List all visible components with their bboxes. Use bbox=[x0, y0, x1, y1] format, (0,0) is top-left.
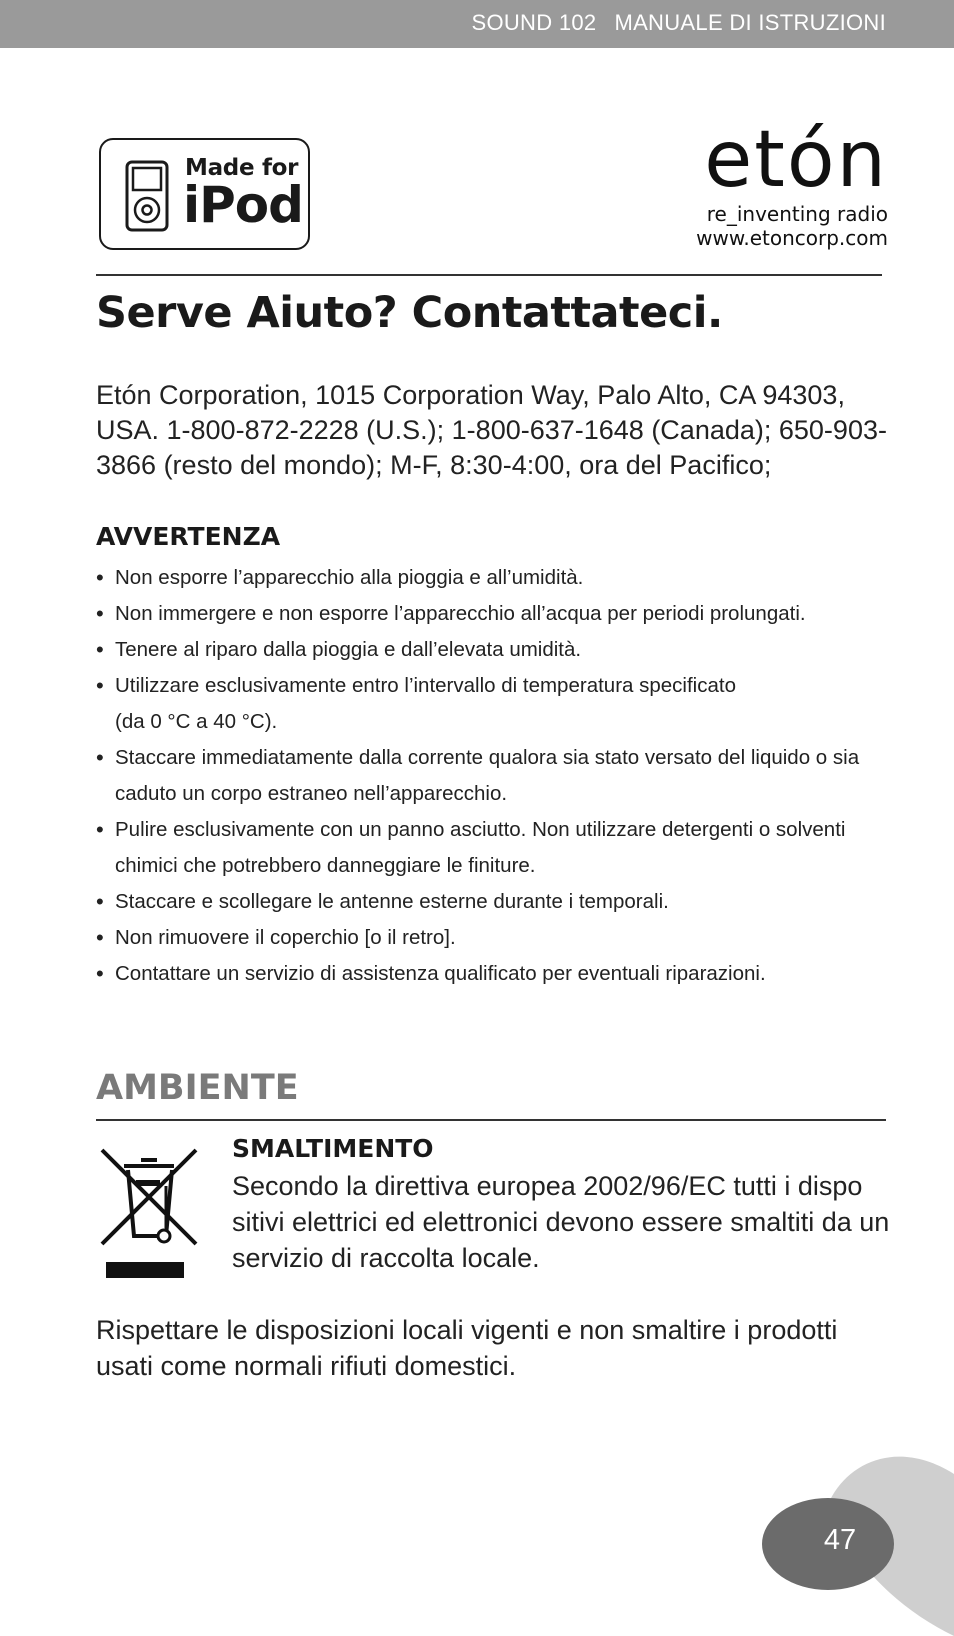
list-item: • Tenere al riparo dalla pioggia e dall’elevata umidità. bbox=[96, 632, 896, 668]
list-item: • Staccare e scollegare le antenne esterne durante i temporali. bbox=[96, 884, 896, 920]
list-item: • Non immergere e non esporre l’apparecchio all’acqua per periodi prolungati. bbox=[96, 596, 896, 632]
page-title: Serve Aiuto? Contattateci. bbox=[96, 288, 723, 338]
disposal-text: Secondo la direttiva europea 2002/96/EC tutti i dispo sitivi elettrici ed elettronici devono essere smaltiti da un servizio di raccolta locale. bbox=[232, 1171, 890, 1273]
list-item: • Utilizzare esclusivamente entro l’intervallo di temperatura specificato (da 0 °C a 40 °C). bbox=[96, 668, 755, 740]
list-item: • Staccare immediatamente dalla corrente qualora sia stato versato del liquido o sia caduto un corpo estraneo nell’apparecchio. bbox=[96, 740, 896, 812]
badge-product: iPod bbox=[183, 176, 303, 234]
badge-made-for: Made for bbox=[185, 155, 299, 181]
list-item: • Contattare un servizio di assistenza qualificato per eventuali riparazioni. bbox=[96, 956, 896, 992]
page-number: 47 bbox=[823, 1524, 857, 1556]
disposal-heading: SMALTIMENTO bbox=[232, 1134, 434, 1163]
disposal-note: Rispettare le disposizioni locali vigenti e non smaltire i prodotti usati come normali rifiuti domestici. bbox=[96, 1315, 838, 1381]
environment-heading: AMBIENTE bbox=[96, 1068, 299, 1108]
header-model: SOUND 102 bbox=[471, 10, 597, 35]
list-item: • Pulire esclusivamente con un panno asciutto. Non utilizzare detergenti o solventi chimici che potrebbero danneggiare le finiture. bbox=[96, 812, 896, 884]
logo-wordmark: etón bbox=[704, 115, 888, 205]
list-item: • Non rimuovere il coperchio [o il retro]. bbox=[96, 920, 896, 956]
logo-tagline: re_inventing radio bbox=[706, 202, 888, 226]
warning-heading: AVVERTENZA bbox=[96, 522, 281, 551]
logo-website: www.etoncorp.com bbox=[696, 226, 888, 250]
list-item: • Non esporre l’apparecchio alla pioggia e all’umidità. bbox=[96, 560, 896, 596]
header-manual: MANUALE DI ISTRUZIONI bbox=[614, 10, 886, 35]
contact-info: Etón Corporation, 1015 Corporation Way, Palo Alto, CA 94303, USA. 1-800-872-2228 (U.S.); 1-800-637-1648 (Canada); 650-903-3866 (resto del mondo); M-F, 8:30-4:00, ora del Pacifico; bbox=[96, 380, 887, 480]
